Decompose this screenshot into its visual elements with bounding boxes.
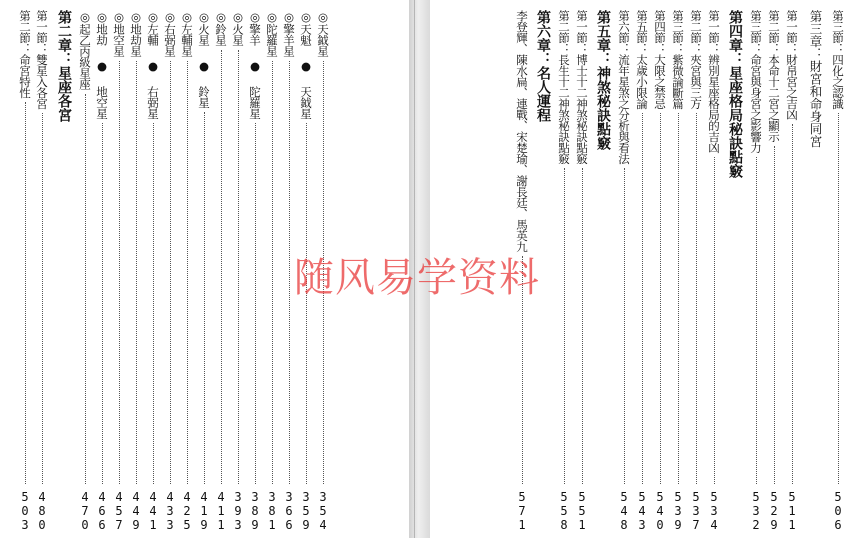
toc-entry[interactable] bbox=[765, 10, 783, 532]
page-number: 466 bbox=[95, 490, 109, 532]
toc-chapter-heading[interactable] bbox=[726, 10, 744, 532]
dot-leader bbox=[289, 61, 290, 485]
entry-title: ◎地劫星 bbox=[129, 10, 143, 57]
entry-title: ◎左輔星 bbox=[180, 10, 194, 57]
chapter-title: 第二章：星座各宮 bbox=[56, 10, 72, 122]
entry-title: 第一節：辨別星座格局的吉凶 bbox=[707, 10, 721, 153]
watermark-text: 随风易学资料 bbox=[294, 255, 540, 301]
dot-leader bbox=[238, 50, 239, 485]
page-number: 419 bbox=[197, 490, 211, 532]
entry-title: ◎天鉞星 bbox=[316, 10, 330, 57]
toc-entry[interactable] bbox=[110, 10, 128, 532]
dot-leader bbox=[187, 61, 188, 485]
page-number: 449 bbox=[129, 490, 143, 532]
chapter-title: 第三章：財宮和命身同宮 bbox=[808, 10, 823, 148]
book-gutter bbox=[409, 0, 430, 538]
dot-leader bbox=[696, 113, 697, 484]
page-number: 354 bbox=[316, 490, 330, 532]
dot-leader bbox=[136, 61, 137, 485]
page-number: 457 bbox=[112, 490, 126, 532]
page-number: 433 bbox=[163, 490, 177, 532]
entry-title: 第一節：財帛宮之吉凶 bbox=[785, 10, 799, 120]
entry-title: 第三節：四化之認識 bbox=[831, 10, 845, 109]
dot-leader bbox=[582, 168, 583, 484]
entry-title: 第二節：夾宮與三方 bbox=[689, 10, 703, 109]
toc-entry[interactable] bbox=[314, 10, 332, 532]
toc-entry[interactable] bbox=[555, 10, 573, 532]
entry-title: ◎火星 bbox=[231, 10, 245, 46]
entry-title: 第四節：大限之禁忌 bbox=[653, 10, 667, 109]
entry-title: 第三節：紫微論斷篇 bbox=[671, 10, 685, 109]
dot-leader bbox=[838, 113, 839, 484]
toc-entry[interactable] bbox=[263, 10, 281, 532]
entry-title: ◎右弼星 bbox=[163, 10, 177, 57]
page-number: 534 bbox=[707, 490, 721, 532]
page-number: 389 bbox=[248, 490, 262, 532]
dot-leader bbox=[792, 124, 793, 484]
toc-entry[interactable] bbox=[669, 10, 687, 532]
toc-entry[interactable] bbox=[687, 10, 705, 532]
page-number: 359 bbox=[299, 490, 313, 532]
toc-entry[interactable] bbox=[195, 10, 213, 532]
toc-entry[interactable] bbox=[212, 10, 230, 532]
toc-entry[interactable] bbox=[144, 10, 162, 532]
page-number: 548 bbox=[617, 490, 631, 532]
page-number: 425 bbox=[180, 490, 194, 532]
dot-leader bbox=[170, 61, 171, 485]
entry-title: ◎擎羊 ● 陀羅星 bbox=[248, 10, 262, 119]
page-number: 539 bbox=[671, 490, 685, 532]
toc-entry[interactable] bbox=[280, 10, 298, 532]
page-number: 532 bbox=[749, 490, 763, 532]
toc-entry[interactable] bbox=[513, 10, 531, 532]
dot-leader bbox=[153, 123, 154, 484]
entry-title: 第五節：太歲小限論 bbox=[635, 10, 649, 109]
dot-leader bbox=[272, 61, 273, 485]
toc-entry[interactable] bbox=[633, 10, 651, 532]
chapter-title: 第五章：神煞秘訣點竅 bbox=[595, 10, 611, 150]
left-page bbox=[0, 0, 409, 538]
page-number: 381 bbox=[265, 490, 279, 532]
page-number: 503 bbox=[18, 490, 32, 532]
dot-leader bbox=[642, 113, 643, 484]
dot-leader bbox=[42, 113, 43, 484]
toc-entry[interactable] bbox=[127, 10, 145, 532]
toc-chapter-heading[interactable] bbox=[594, 10, 612, 532]
page-number: 441 bbox=[146, 490, 160, 532]
toc-entry[interactable] bbox=[615, 10, 633, 532]
page-number: 511 bbox=[785, 490, 799, 532]
chapter-title: 第四章：星座格局秘訣點竅 bbox=[727, 10, 743, 178]
page-number: 411 bbox=[214, 490, 228, 532]
right-page bbox=[430, 0, 851, 538]
dot-leader bbox=[119, 61, 120, 485]
entry-title: ◎火星 ● 鈴星 bbox=[197, 10, 211, 108]
toc-entry[interactable] bbox=[705, 10, 723, 532]
toc-entry[interactable] bbox=[33, 10, 51, 532]
toc-entry[interactable] bbox=[76, 10, 94, 532]
entry-title: ◎陀羅星 bbox=[265, 10, 279, 57]
entry-title: 李登輝、陳水扁、連戰、宋楚瑜、謝長廷、馬英九 bbox=[515, 10, 529, 252]
dot-leader bbox=[714, 157, 715, 484]
dot-leader bbox=[323, 61, 324, 485]
toc-entry[interactable] bbox=[829, 10, 847, 532]
entry-title: 第一節：博士十二神煞秘訣點竅 bbox=[575, 10, 589, 164]
dot-leader bbox=[102, 123, 103, 484]
page-number: 506 bbox=[831, 490, 845, 532]
entry-title: 第二節：命宮特性 bbox=[18, 10, 32, 98]
page-number: 571 bbox=[515, 490, 529, 532]
page-number: 480 bbox=[35, 490, 49, 532]
entry-title: ◎地劫 ● 地空星 bbox=[95, 10, 109, 119]
dot-leader bbox=[85, 94, 86, 485]
page-number: 470 bbox=[78, 490, 92, 532]
toc-entry[interactable] bbox=[229, 10, 247, 532]
toc-chapter-heading[interactable] bbox=[806, 10, 824, 532]
entry-title: ◎鈴星 bbox=[214, 10, 228, 46]
entry-title: 第一節：雙星入各宮 bbox=[35, 10, 49, 109]
page-number: 393 bbox=[231, 490, 245, 532]
dot-leader bbox=[564, 168, 565, 484]
toc-chapter-heading[interactable] bbox=[534, 10, 552, 532]
dot-leader bbox=[204, 112, 205, 484]
toc-entry[interactable] bbox=[178, 10, 196, 532]
entry-title: ◎地空星 bbox=[112, 10, 126, 57]
toc-entry[interactable] bbox=[747, 10, 765, 532]
dot-leader bbox=[756, 157, 757, 484]
toc-entry[interactable] bbox=[783, 10, 801, 532]
dot-leader bbox=[25, 102, 26, 484]
dot-leader bbox=[678, 113, 679, 484]
chapter-title: 第六章：名人運程 bbox=[535, 10, 551, 122]
page-number: 537 bbox=[689, 490, 703, 532]
toc-entry[interactable] bbox=[297, 10, 315, 532]
dot-leader bbox=[221, 50, 222, 485]
page-number: 366 bbox=[282, 490, 296, 532]
entry-title: ◎起乙丙級星座 bbox=[78, 10, 92, 90]
page-number: 551 bbox=[575, 490, 589, 532]
gutter-divider bbox=[414, 0, 415, 538]
entry-title: 第三節：命宮與身宮之影響力 bbox=[749, 10, 763, 153]
entry-title: ◎左輔 ● 右弼星 bbox=[146, 10, 160, 119]
dot-leader bbox=[255, 123, 256, 484]
dot-leader bbox=[522, 256, 523, 484]
entry-title: 第六節：流年星煞之分析與看法 bbox=[617, 10, 631, 164]
toc-chapter-heading[interactable] bbox=[55, 10, 73, 532]
entry-title: 第二節：本命十二宮之顯示 bbox=[767, 10, 781, 142]
page-number: 558 bbox=[557, 490, 571, 532]
page-number: 540 bbox=[653, 490, 667, 532]
dot-leader bbox=[624, 168, 625, 484]
dot-leader bbox=[774, 146, 775, 484]
entry-title: 第二節：長生十二神煞秘訣點竅 bbox=[557, 10, 571, 164]
toc-entry[interactable] bbox=[93, 10, 111, 532]
toc-entry[interactable] bbox=[573, 10, 591, 532]
toc-entry[interactable] bbox=[161, 10, 179, 532]
entry-title: ◎天魁 ● 天鉞星 bbox=[299, 10, 313, 119]
entry-title: ◎擎羊星 bbox=[282, 10, 296, 57]
page-number: 543 bbox=[635, 490, 649, 532]
toc-entry[interactable] bbox=[16, 10, 34, 532]
toc-entry[interactable] bbox=[246, 10, 264, 532]
toc-entry[interactable] bbox=[651, 10, 669, 532]
dot-leader bbox=[660, 113, 661, 484]
dot-leader bbox=[306, 123, 307, 484]
page-number: 529 bbox=[767, 490, 781, 532]
